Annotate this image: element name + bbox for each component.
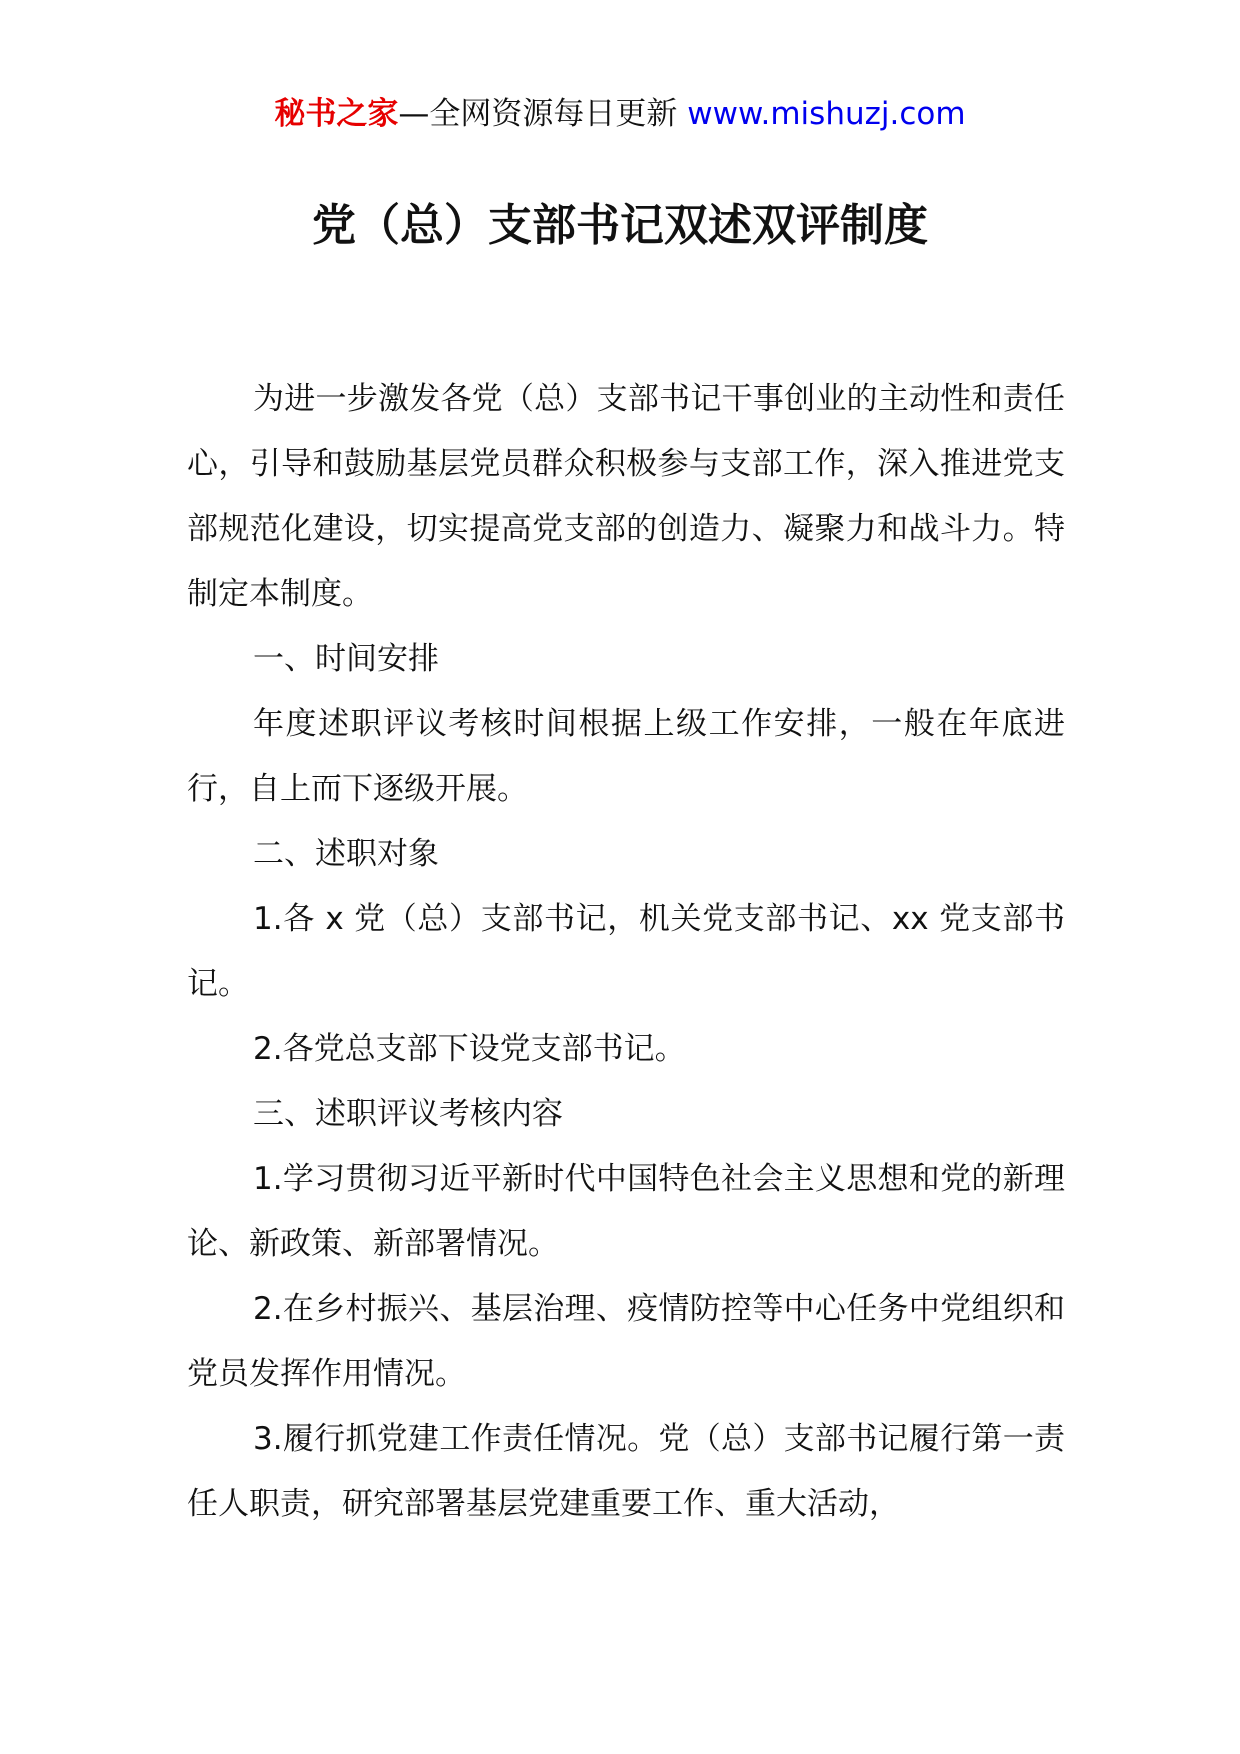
section-heading-content: 三、述职评议考核内容	[253, 1096, 563, 1132]
list-item: 2.各党总支部下设党支部书记。	[253, 1031, 686, 1067]
list-item: 3.履行抓党建工作责任情况。党（总）支部书记履行第一责任人职责，研究部署基层党建重要工作、重大活动，	[187, 1421, 1065, 1522]
paragraph-intro: 为进一步激发各党（总）支部书记干事创业的主动性和责任心，引导和鼓励基层党员群众积极参与支部工作，深入推进党支部规范化建设，切实提高党支部的创造力、凝聚力和战斗力。特制定本制度。	[187, 381, 1065, 612]
section-heading-subjects: 二、述职对象	[253, 836, 439, 872]
document-title: 党（总）支部书记双述双评制度	[312, 200, 928, 251]
section-heading-schedule: 一、时间安排	[253, 641, 439, 677]
site-url-link[interactable]: www.mishuzj.com	[687, 96, 966, 132]
list-item: 1.各 x 党（总）支部书记，机关党支部书记、xx 党支部书记。	[187, 901, 1065, 1002]
list-item: 1.学习贯彻习近平新时代中国特色社会主义思想和党的新理论、新政策、新部署情况。	[187, 1161, 1065, 1262]
site-header	[0, 94, 1240, 134]
brand-name: 秘书之家	[274, 96, 399, 132]
list-item: 2.在乡村振兴、基层治理、疫情防控等中心任务中党组织和党员发挥作用情况。	[187, 1291, 1065, 1392]
header-slogan: —全网资源每日更新	[398, 96, 688, 132]
paragraph-schedule: 年度述职评议考核时间根据上级工作安排，一般在年底进行，自上而下逐级开展。	[187, 706, 1065, 807]
document-body	[187, 367, 1065, 1537]
